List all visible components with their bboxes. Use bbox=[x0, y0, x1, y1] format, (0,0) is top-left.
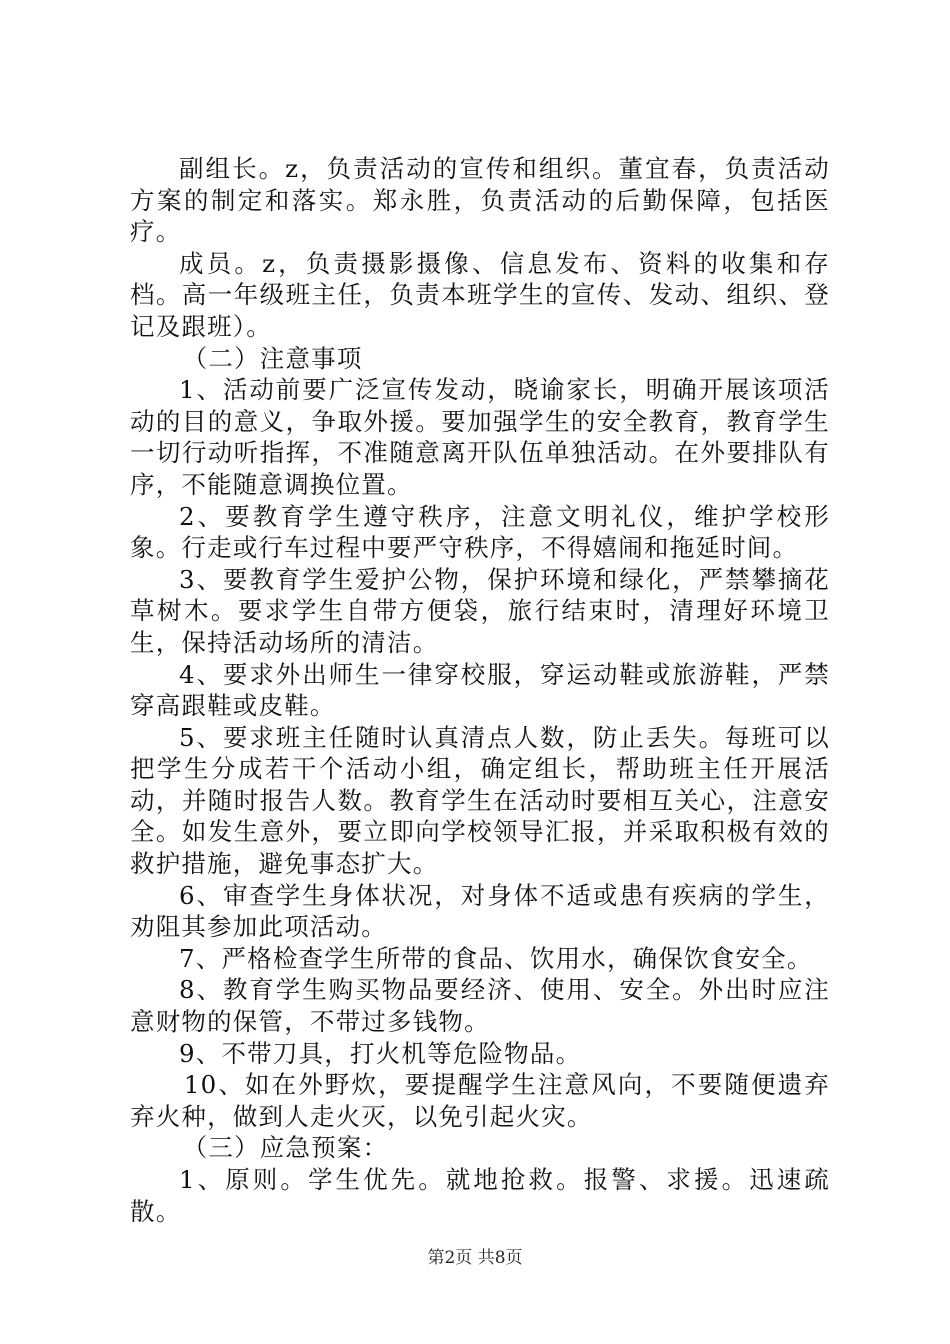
paragraph-deputy-leaders: 副组长。z，负责活动的宣传和组织。董宜春，负责活动方案的制定和落实。郑永胜，负责活动的后勤保障，包括医疗。 bbox=[130, 154, 830, 247]
section-heading-notes: （二）注意事项 bbox=[182, 343, 363, 373]
list-item-note-10: 10、如在外野炊，要提醒学生注意风向，不要随便遗弃弃火种，做到人走火灭，以免引起火灾。 bbox=[130, 1070, 830, 1131]
section-heading-emergency: （三）应急预案： bbox=[182, 1133, 389, 1163]
list-item-note-7: 7、严格检查学生所带的食品、饮用水，确保饮食安全。 bbox=[179, 943, 813, 973]
list-item-emergency-1: 1、原则。学生优先。就地抢救。报警、求援。迅速疏散。 bbox=[130, 1165, 830, 1226]
list-item-note-1: 1、活动前要广泛宣传发动，晓谕家长，明确开展该项活动的目的意义，争取外援。要加强学生的安全教育，教育学生一切行动听指挥，不准随意离开队伍单独活动。在外要排队有序，不能随意调换位置。 bbox=[130, 375, 830, 499]
list-item-note-3: 3、要教育学生爱护公物，保护环境和绿化，严禁攀摘花草树木。要求学生自带方便袋，旅行结束时，清理好环境卫生，保持活动场所的清洁。 bbox=[130, 564, 830, 657]
list-item-note-9: 9、不带刀具，打火机等危险物品。 bbox=[179, 1038, 582, 1068]
list-item-note-2: 2、要教育学生遵守秩序，注意文明礼仪，维护学校形象。行走或行车过程中要严守秩序，不得嬉闹和拖延时间。 bbox=[130, 501, 830, 563]
list-item-note-4: 4、要求外出师生一律穿校服，穿运动鞋或旅游鞋，严禁穿高跟鞋或皮鞋。 bbox=[130, 659, 830, 721]
list-item-note-5: 5、要求班主任随时认真清点人数，防止丢失。每班可以把学生分成若干个活动小组，确定组长，帮助班主任开展活动，并随时报告人数。教育学生在活动时要相互关心，注意安全。如发生意外，要立即向学校领导汇报，并采取积极有效的救护措施，避免事态扩大。 bbox=[130, 722, 830, 879]
paragraph-members: 成员。z，负责摄影摄像、信息发布、资料的收集和存档。高一年级班主任，负责本班学生的宣传、发动、组织、登记及跟班）。 bbox=[130, 248, 830, 341]
list-item-note-8: 8、教育学生购买物品要经济、使用、安全。外出时应注意财物的保管，不带过多钱物。 bbox=[130, 975, 830, 1037]
page-number-footer: 第2页 共8页 bbox=[427, 1248, 523, 1268]
document-body bbox=[130, 153, 830, 1227]
list-item-note-6: 6、审查学生身体状况，对身体不适或患有疾病的学生，劝阻其参加此项活动。 bbox=[130, 880, 830, 942]
